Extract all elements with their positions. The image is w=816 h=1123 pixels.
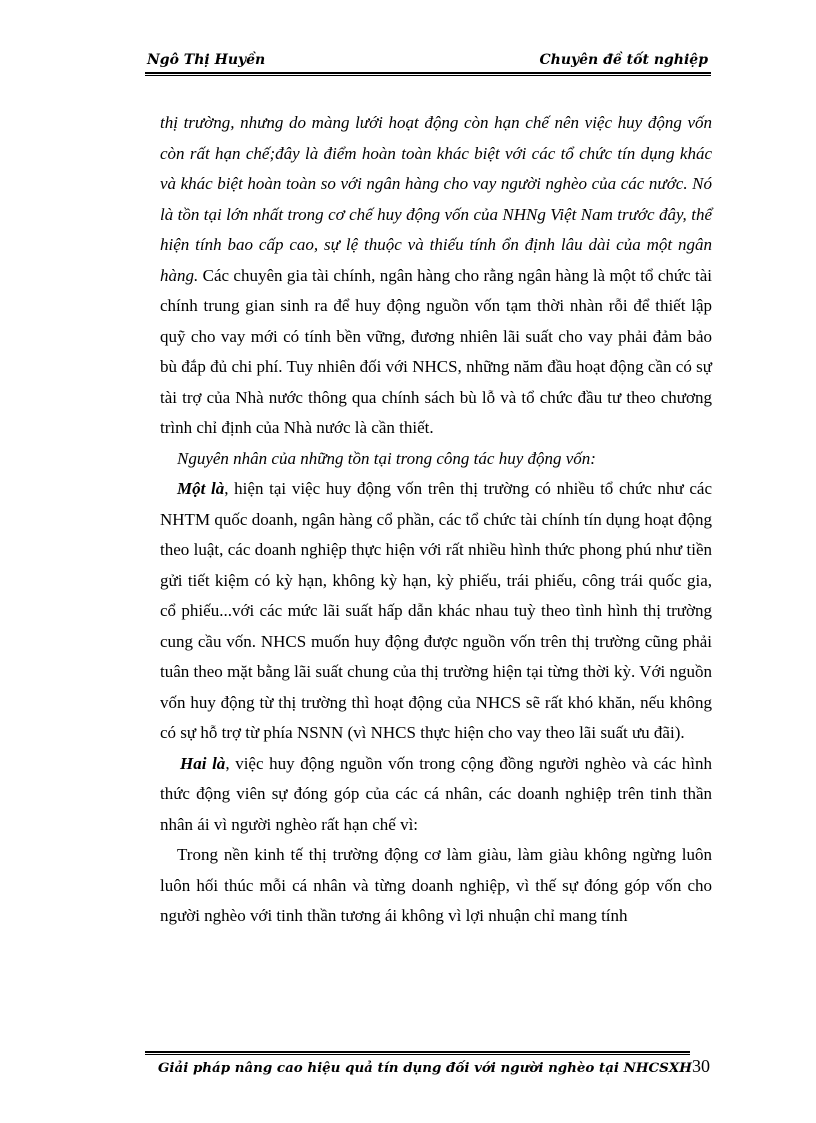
paragraph-4-lead: Hai là — [180, 753, 226, 773]
header-rule-thin — [145, 75, 711, 76]
body-text — [160, 108, 712, 932]
footer-rule-thin — [145, 1054, 690, 1055]
footer-title: Giải pháp nâng cao hiệu quả tín dụng đối với người nghèo tại NHCSXH — [158, 1060, 692, 1076]
paragraph-2: Nguyên nhân của những tồn tại trong công tác huy động vốn: — [177, 448, 596, 468]
paragraph-1 — [160, 108, 712, 444]
footer-rule — [145, 1051, 690, 1053]
paragraph-3-text: , hiện tại việc huy động vốn trên thị trường có nhiều tổ chức như các NHTM quốc doanh, ngân hàng cổ phần, các tổ chức tài chính tín dụng hoạt động theo luật, các doanh nghiệp thực hiện với rất nhiều hình thức phong phú như tiền gửi tiết kiệm có kỳ hạn, không kỳ hạn, kỳ phiếu, trái phiếu, công trái quốc gia, cổ phiếu...với các mức lãi suất hấp dẫn khác nhau tuỳ theo tình hình thị trường cung cầu vốn. NHCS muốn huy động được nguồn vốn trên thị trường cũng phải tuân theo mặt bằng lãi suất chung của thị trường hiện tại từng thời kỳ. Với nguồn vốn huy động từ thị trường thì hoạt động của NHCS sẽ rất khó khăn, nếu không có sự hỗ trợ từ phía NSNN (vì NHCS thực hiện cho vay theo lãi suất ưu đãi). — [160, 479, 712, 742]
paragraph-3 — [160, 474, 712, 749]
page-number: 30 — [692, 1056, 710, 1076]
header-rule — [145, 72, 711, 74]
header-doc-type: Chuyên đề tốt nghiệp — [539, 52, 708, 68]
paragraph-4 — [160, 749, 712, 841]
header-author: Ngô Thị Huyền — [147, 52, 266, 68]
page-header — [145, 50, 710, 72]
paragraph-3-lead: Một là — [177, 479, 225, 498]
paragraph-1-italic: thị trường, nhưng do màng lưới hoạt động còn hạn chế nên việc huy động vốn còn rất hạn chế;đây là điểm hoàn toàn khác biệt với các tổ chức tín dụng khác và khác biệt hoàn toàn so với ngân hàng cho vay người nghèo của các nước. Nó là tồn tại lớn nhất trong cơ chế huy động vốn của NHNg Việt Nam trước đây, thể hiện tính bao cấp cao, sự lệ thuộc và thiếu tính ổn định lâu dài của một ngân hàng. — [160, 113, 712, 285]
paragraph-5: Trong nền kinh tế thị trường động cơ làm giàu, làm giàu không ngừng luôn luôn hối thúc mỗi cá nhân và từng doanh nghiệp, vì thế sự đóng góp vốn cho người nghèo với tinh thần tương ái không vì lợi nhuận chỉ mang tính — [160, 845, 712, 925]
paragraph-4-text: , việc huy động nguồn vốn trong cộng đồng người nghèo và các hình thức động viên sự đóng góp của các cá nhân, các doanh nghiệp trên tinh thần nhân ái vì người nghèo rất hạn chế vì: — [160, 753, 712, 834]
paragraph-1-normal: Các chuyên gia tài chính, ngân hàng cho rằng ngân hàng là một tổ chức tài chính trung gian sinh ra để huy động nguồn vốn tạm thời nhàn rỗi để thiết lập quỹ cho vay mới có tính bền vững, đương nhiên lãi suất cho vay phải đảm bảo bù đắp đủ chi phí. Tuy nhiên đối với NHCS, những năm đầu hoạt động cần có sự tài trợ của Nhà nước thông qua chính sách bù lỗ và tổ chức đầu tư theo chương trình chỉ định của Nhà nước là cần thiết. — [160, 265, 712, 437]
